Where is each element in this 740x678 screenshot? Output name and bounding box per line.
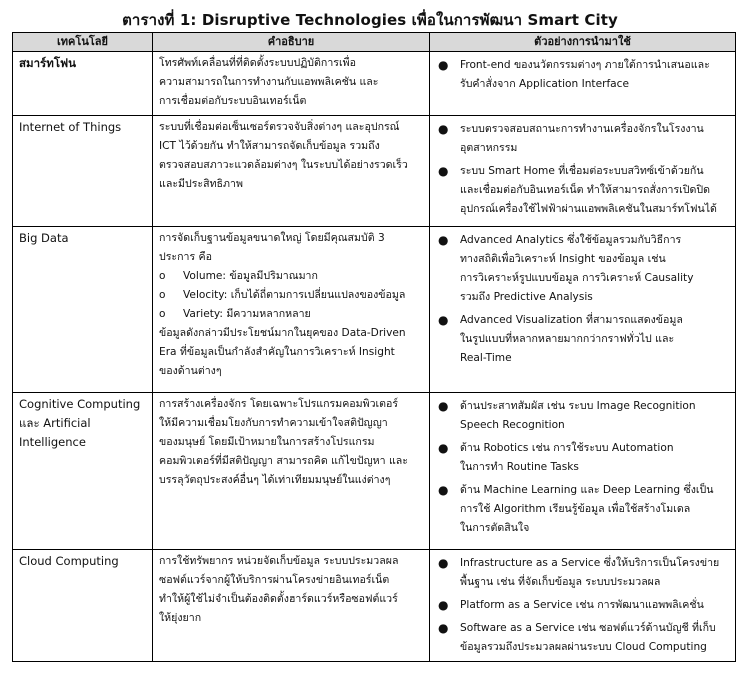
- description-line: การใช้ทรัพยากร หน่วยจัดเก็บข้อมูล ระบบประมวลผล: [159, 555, 399, 567]
- example-line: การวิเคราะห์รูปแบบข้อมูล การวิเคราะห์ Causality: [460, 272, 694, 284]
- tech-line: Intelligence: [19, 435, 86, 449]
- tech-line: Cognitive Computing: [19, 397, 141, 411]
- bullet-icon: ●: [438, 122, 449, 136]
- header-row: [13, 33, 736, 52]
- example-line: รับคำสั่งจาก Application Interface: [460, 78, 630, 90]
- example-line: อุปกรณ์เครื่องใช้ไฟฟ้าผ่านแอพพลิเคชันในสมาร์ทโฟนได้: [460, 203, 717, 215]
- table-row: [13, 116, 736, 227]
- tech-cell: Big Data: [13, 227, 153, 393]
- examples-cell: [430, 52, 736, 116]
- tech-cell: Cloud Computing: [13, 550, 153, 662]
- list-item: [438, 596, 731, 615]
- table-title: ตารางที่ 1: Disruptive Technologies เพื่อในการพัฒนา Smart City: [122, 11, 618, 29]
- table-row: [13, 393, 736, 550]
- description-line: ระบบที่เชื่อมต่อเซ็นเซอร์ตรวจจับสิ่งต่างๆ และอุปกรณ์: [159, 121, 400, 133]
- example-line: Platform as a Service เช่น การพัฒนาแอพพลิเคชั่น: [460, 599, 704, 611]
- example-line: ในการตัดสินใจ: [460, 522, 530, 534]
- bullet-icon: ●: [438, 313, 449, 327]
- description-line: ตรวจสอบสภาวะแวดล้อมต่างๆ ในระบบได้อย่างรวดเร็ว: [159, 159, 408, 171]
- description-cell: [153, 116, 430, 227]
- examples-cell: [430, 227, 736, 393]
- table-row: [13, 227, 736, 393]
- list-item: [438, 56, 731, 94]
- tech-line: และ Artificial: [19, 416, 91, 430]
- example-line: ด้านประสาทสัมผัส เช่น ระบบ Image Recognition: [460, 400, 696, 412]
- example-line: อุตสาหกรรม: [460, 142, 518, 154]
- example-line: ระบบ Smart Home ที่เชื่อมต่อระบบสวิทซ์เข้าด้วยกัน: [460, 165, 704, 177]
- description-line: ของด้านต่างๆ: [159, 365, 222, 377]
- description-line: ให้มีความเชื่อมโยงกับการทำความเข้าใจสติปัญญา: [159, 417, 388, 429]
- example-line: Infrastructure as a Service ซึ่งให้บริการเป็นโครงข่าย: [460, 557, 720, 569]
- bullet-icon: ●: [438, 164, 449, 178]
- description-line: โทรศัพท์เคลื่อนที่ที่ติดตั้งระบบปฏิบัติการเพื่อ: [159, 57, 356, 69]
- tech-cell: Internet of Things: [13, 116, 153, 227]
- description-cell: [153, 52, 430, 116]
- example-line: ข้อมูลรวมถึงประมวลผลผ่านระบบ Cloud Computing: [460, 641, 707, 653]
- description-line: ความสามารถในการทำงานกับแอพพลิเคชัน และ: [159, 76, 379, 88]
- examples-cell: [430, 116, 736, 227]
- list-item: [438, 120, 731, 158]
- header-description: คำอธิบาย: [153, 33, 430, 52]
- list-item: [438, 311, 731, 368]
- sub-item: [159, 305, 425, 324]
- example-line: และเชื่อมต่อกับอินเทอร์เน็ต ทำให้สามารถสั่งการเปิดปิด: [460, 184, 710, 196]
- sub-item-text: Velocity: เก็บได้ถี่ตามการเปลี่ยนแปลงของข้อมูล: [183, 289, 406, 301]
- list-item: [438, 162, 731, 219]
- example-line: รวมถึง Predictive Analysis: [460, 291, 593, 303]
- example-line: ระบบตรวจสอบสถานะการทำงานเครื่องจักรในโรงงาน: [460, 123, 704, 135]
- description-line: ของมนุษย์ โดยมีเป้าหมายในการสร้างโปรแกรม: [159, 436, 375, 448]
- example-line: การใช้ Algorithm เรียนรู้ข้อมูล เพื่อใช้สร้างโมเดล: [460, 503, 691, 515]
- sub-item: [159, 286, 425, 305]
- list-item: [438, 231, 731, 307]
- circle-bullet-icon: o: [159, 308, 166, 320]
- example-line: พื้นฐาน เช่น ที่จัดเก็บข้อมูล ระบบประมวลผล: [460, 576, 661, 588]
- example-line: ในรูปแบบที่หลากหลายมากกว่ากราฟทั่วไป และ: [460, 333, 675, 345]
- description-line: Era ที่ข้อมูลเป็นกำลังสำคัญในการวิเคราะห์ Insight: [159, 346, 395, 358]
- description-line: ซอฟต์แวร์จากผู้ให้บริการผ่านโครงข่ายอินเทอร์เน็ต: [159, 574, 390, 586]
- circle-bullet-icon: o: [159, 289, 166, 301]
- example-line: ในการทำ Routine Tasks: [460, 461, 579, 473]
- technology-table: [12, 32, 736, 662]
- list-item: [438, 481, 731, 538]
- tech-cell: สมาร์ทโฟน: [13, 52, 153, 116]
- description-line: บรรลุวัตถุประสงค์อื่นๆ ได้เท่าเทียมมนุษย์ในแง่ต่างๆ: [159, 474, 391, 486]
- example-line: ด้าน Machine Learning และ Deep Learning ซึ่งเป็น: [460, 484, 714, 496]
- example-line: Front-end ของนวัตกรรมต่างๆ ภายใต้การนำเสนอและ: [460, 59, 710, 71]
- examples-cell: [430, 393, 736, 550]
- description-line: คอมพิวเตอร์ที่มีสติปัญญา สามารถคิด แก้ไขปัญหา และ: [159, 455, 408, 467]
- bullet-icon: ●: [438, 233, 449, 247]
- bullet-icon: ●: [438, 621, 449, 635]
- list-item: [438, 619, 731, 657]
- description-line: และมีประสิทธิภาพ: [159, 178, 243, 190]
- examples-cell: [430, 550, 736, 662]
- description-line: ข้อมูลดังกล่าวมีประโยชน์มากในยุคของ Data-Driven: [159, 327, 406, 339]
- example-line: Advanced Analytics ซึ่งใช้ข้อมูลรวมกับวิธีการ: [460, 234, 682, 246]
- bullet-icon: ●: [438, 399, 449, 413]
- bullet-icon: ●: [438, 598, 449, 612]
- sub-item-text: Variety: มีความหลากหลาย: [183, 308, 311, 320]
- description-line: การสร้างเครื่องจักร โดยเฉพาะโปรแกรมคอมพิวเตอร์: [159, 398, 399, 410]
- example-line: Real-Time: [460, 352, 512, 364]
- list-item: [438, 439, 731, 477]
- description-cell: [153, 227, 430, 393]
- table-row: [13, 52, 736, 116]
- bullet-icon: ●: [438, 556, 449, 570]
- description-line: ICT ไว้ด้วยกัน ทำให้สามารถจัดเก็บข้อมูล รวมถึง: [159, 140, 380, 152]
- description-line: การเชื่อมต่อกับระบบอินเทอร์เน็ต: [159, 95, 307, 107]
- bullet-icon: ●: [438, 441, 449, 455]
- description-line: ทำให้ผู้ใช้ไม่จำเป็นต้องติดตั้งฮาร์ดแวร์หรือซอฟต์แวร์: [159, 593, 398, 605]
- sub-item: [159, 267, 425, 286]
- example-line: Speech Recognition: [460, 419, 565, 431]
- example-line: Software as a Service เช่น ซอฟต์แวร์ด้านบัญชี ที่เก็บ: [460, 622, 716, 634]
- description-cell: [153, 393, 430, 550]
- tech-cell: [13, 393, 153, 550]
- list-item: [438, 397, 731, 435]
- description-line: การจัดเก็บฐานข้อมูลขนาดใหญ่ โดยมีคุณสมบัติ 3: [159, 232, 385, 244]
- header-examples: ตัวอย่างการนำมาใช้: [430, 33, 736, 52]
- circle-bullet-icon: o: [159, 270, 166, 282]
- description-line: ประการ คือ: [159, 251, 212, 263]
- example-line: Advanced Visualization ที่สามารถแสดงข้อมูล: [460, 314, 683, 326]
- bullet-icon: ●: [438, 58, 449, 72]
- example-line: ด้าน Robotics เช่น การใช้ระบบ Automation: [460, 442, 674, 454]
- sub-item-text: Volume: ข้อมูลมีปริมาณมาก: [183, 270, 318, 282]
- description-cell: [153, 550, 430, 662]
- description-line: ให้ยุ่งยาก: [159, 612, 202, 624]
- bullet-icon: ●: [438, 483, 449, 497]
- list-item: [438, 554, 731, 592]
- example-line: ทางสถิติเพื่อวิเคราะห์ Insight ของข้อมูล เช่น: [460, 253, 666, 265]
- table-row: [13, 550, 736, 662]
- header-technology: เทคโนโลยี: [13, 33, 153, 52]
